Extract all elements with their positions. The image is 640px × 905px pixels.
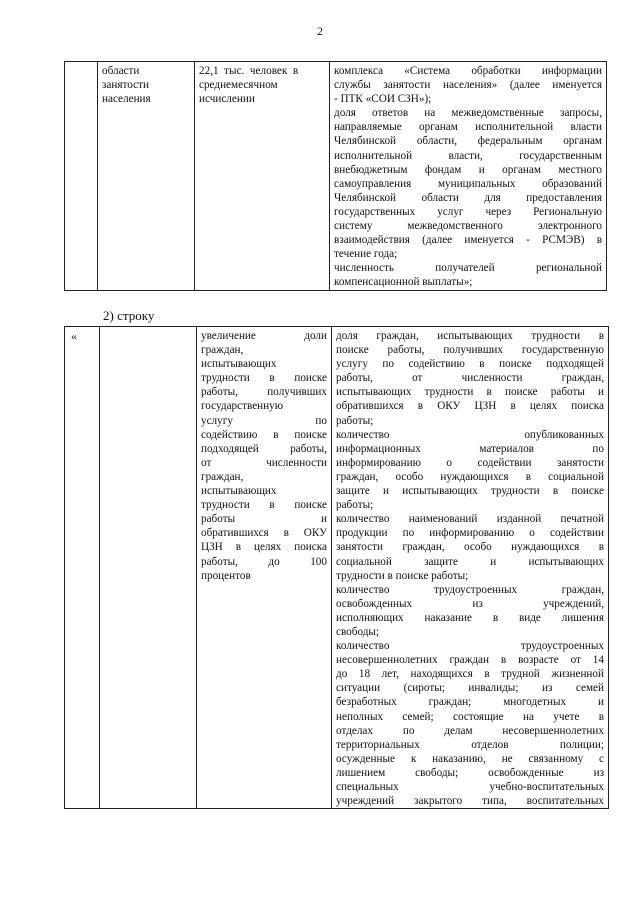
cell-line: испытывающих bbox=[201, 485, 277, 498]
table-replacement bbox=[64, 326, 609, 809]
cell-line: информированию о содействии занятости bbox=[336, 456, 604, 469]
cell-line: количество трудоустроенных граждан, bbox=[336, 583, 604, 596]
cell-line: области bbox=[102, 65, 140, 77]
cell-line: продукции по информированию о содействии bbox=[336, 527, 604, 540]
cell-line: испытывающих трудности в поиске работы и bbox=[336, 386, 604, 399]
cell-line: осужденные к наказанию, не связанному с bbox=[336, 752, 604, 765]
cell-line: территориальных отделов полиции; bbox=[336, 738, 604, 751]
cell-line: Челябинской области, федеральным органам bbox=[334, 135, 602, 148]
cell-line: трудности в поиске bbox=[201, 372, 327, 385]
cell-line: направляемые органам исполнительной власти bbox=[334, 121, 602, 134]
cell-line: исполнительной власти, государственным bbox=[334, 149, 602, 162]
cell-line: работы и bbox=[201, 513, 327, 526]
cell-line: освобожденных из учреждений, bbox=[336, 597, 604, 610]
table-cell-empty bbox=[100, 327, 197, 809]
cell-line: населения bbox=[102, 93, 151, 106]
cell-line: количество трудоустроенных bbox=[336, 640, 604, 653]
cell-line: граждан, особо нуждающихся в социальной bbox=[336, 470, 604, 483]
cell-line: компенсационной выплаты»; bbox=[334, 276, 473, 289]
cell-line: социальной защите и испытывающих bbox=[336, 555, 604, 568]
cell-line: исполняющих наказание в виде лишения bbox=[336, 611, 604, 624]
cell-line: несовершеннолетних граждан в возрасте от 14 bbox=[336, 654, 604, 667]
table-row bbox=[65, 62, 607, 291]
cell-line: 22,1 тыс. человек в bbox=[199, 65, 299, 77]
cell-line: количество наименований изданной печатной bbox=[336, 513, 604, 526]
cell-line: учреждений закрытого типа, воспитательных bbox=[336, 795, 604, 808]
cell-line: занятости граждан, особо нуждающихся в bbox=[336, 541, 604, 554]
cell-line: доля ответов на межведомственные запросы, bbox=[334, 107, 602, 120]
cell-line: ЦЗН в целях поиска bbox=[201, 541, 327, 554]
table-cell-empty bbox=[65, 62, 98, 291]
cell-line: лишением свободы; освобожденные из bbox=[336, 766, 604, 779]
cell-line: самоуправления муниципальных образований bbox=[334, 177, 602, 190]
cell-line: численность получателей региональной bbox=[334, 262, 602, 275]
cell-line: отделах по делам несовершеннолетних bbox=[336, 724, 604, 737]
cell-line: услугу по содействию в поиске подходящей bbox=[336, 358, 604, 371]
section-label: 2) строку bbox=[103, 308, 155, 323]
cell-line: государственную bbox=[201, 400, 284, 413]
cell-line: - ПТК «СОИ СЗН»); bbox=[334, 93, 432, 106]
table-cell-target-value bbox=[195, 62, 330, 291]
cell-line: от численности bbox=[201, 456, 327, 469]
table-cell-indicators-list bbox=[330, 62, 607, 291]
cell-line: исчислении bbox=[199, 93, 255, 106]
cell-line: защите и испытывающих трудности в поиске bbox=[336, 485, 604, 498]
opening-quote-mark: « bbox=[65, 327, 100, 809]
cell-line: трудности в поиске работы; bbox=[336, 569, 469, 582]
cell-line: занятости bbox=[102, 79, 149, 92]
cell-line: государственных услуг через Региональную bbox=[334, 205, 602, 218]
table-cell-indicator-name bbox=[98, 62, 195, 291]
cell-line: поиске работы, получивших государственную bbox=[336, 344, 604, 357]
cell-line: подходящей работы, bbox=[201, 442, 327, 455]
cell-line: работы; bbox=[336, 414, 374, 427]
cell-line: безработных граждан; многодетных и bbox=[336, 696, 604, 709]
cell-line: информационных материалов по bbox=[336, 442, 604, 455]
cell-line: работы, получивших bbox=[201, 386, 327, 399]
cell-line: течение года; bbox=[334, 248, 398, 261]
cell-line: обратившихся в ОКУ bbox=[201, 527, 327, 540]
cell-line: Челябинской области для предоставления bbox=[334, 191, 602, 204]
cell-line: работы; bbox=[336, 499, 374, 512]
table-cell-goal bbox=[197, 327, 332, 809]
cell-line: увеличение доли bbox=[201, 330, 327, 342]
table-continuation bbox=[64, 61, 607, 291]
cell-line: комплекса «Система обработки информации bbox=[334, 65, 602, 77]
cell-line: работы, до 100 bbox=[201, 555, 327, 568]
cell-line: свободы; bbox=[336, 625, 380, 638]
cell-line: внебюджетным фондам и органам местного bbox=[334, 163, 602, 176]
cell-line: доля граждан, испытывающих трудности в bbox=[336, 330, 604, 342]
cell-line: систему межведомственного электронного bbox=[334, 220, 602, 233]
cell-line: испытывающих bbox=[201, 358, 277, 371]
cell-line: трудности в поиске bbox=[201, 499, 327, 512]
cell-line: ситуации (сироты; инвалиды; из семей bbox=[336, 682, 604, 695]
cell-line: взаимодействия (далее именуется - РСМЭВ) в bbox=[334, 234, 602, 247]
cell-line: неполных семей; состоящие на учете в bbox=[336, 710, 604, 723]
cell-line: процентов bbox=[201, 569, 251, 582]
cell-line: содействию в поиске bbox=[201, 428, 327, 441]
cell-line: до 18 лет, находящихся в трудной жизненной bbox=[336, 668, 604, 681]
cell-line: услугу по bbox=[201, 414, 327, 427]
cell-line: работы, от численности граждан, bbox=[336, 372, 604, 385]
cell-line: специальных учебно-воспитательных bbox=[336, 781, 604, 793]
cell-line: обратившихся в ОКУ ЦЗН в целях поиска bbox=[336, 400, 604, 413]
cell-line: количество опубликованных bbox=[336, 428, 604, 441]
table-row bbox=[65, 327, 609, 809]
cell-line: службы занятости населения» (далее именуется bbox=[334, 79, 602, 92]
cell-line: граждан, bbox=[201, 470, 244, 483]
cell-line: граждан, bbox=[201, 344, 244, 357]
cell-line: среднемесячном bbox=[199, 79, 278, 92]
table-cell-indicators-list bbox=[332, 327, 609, 809]
page-number: 2 bbox=[317, 24, 323, 38]
